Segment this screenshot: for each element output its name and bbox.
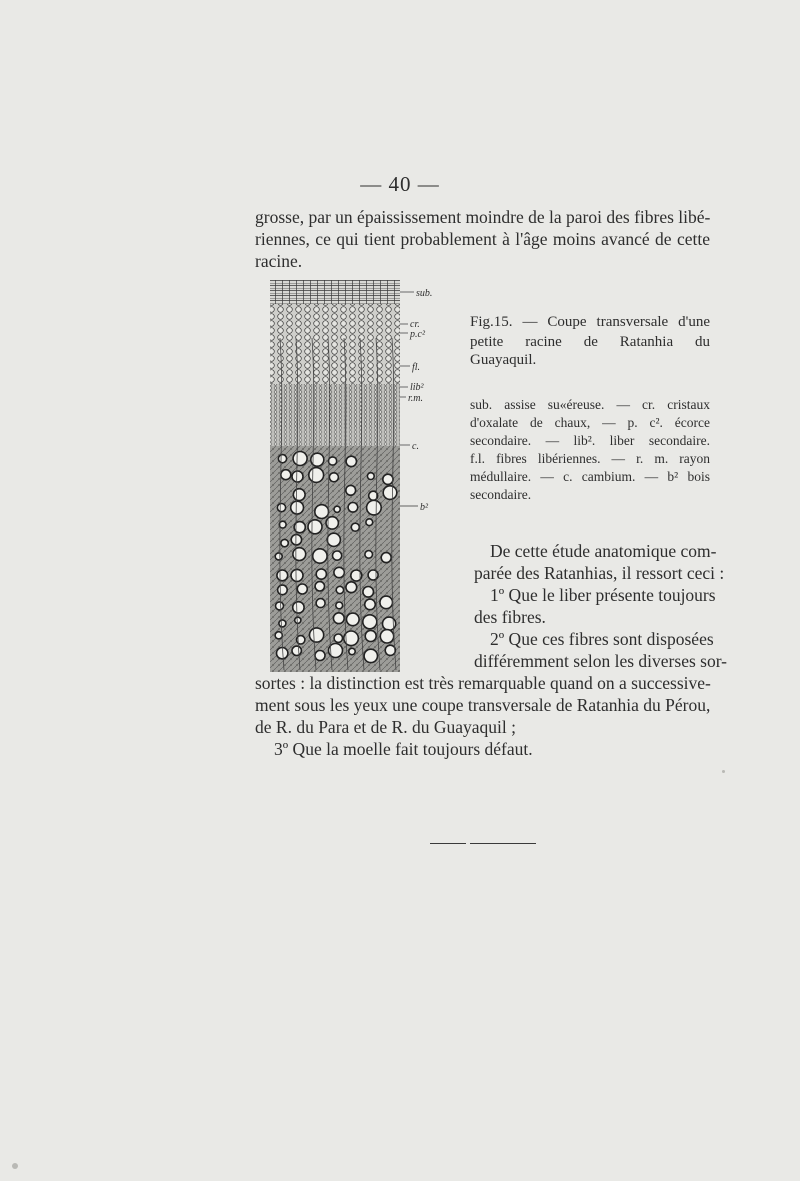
paragraph-line: des fibres. [474,607,546,627]
label-sub: sub. [416,288,433,299]
label-cr: cr. [410,319,420,330]
figure-legend-line: secondaire. [470,487,532,502]
paragraph-line: différemment selon les diverses sor- [474,651,728,671]
paragraph-line: 1º Que le liber présente toujours [490,585,716,605]
paragraph-line: 3º Que la moelle fait toujours défaut. [274,739,533,759]
paragraph-line: sortes : la distinction est très remarquable quand on a successive- [255,673,711,693]
paragraph-line: de R. du Para et de R. du Guayaquil ; [255,717,516,737]
figure-caption-title: Fig.15. — Coupe transversale d'une [470,314,710,330]
label-fl: fl. [412,362,421,373]
paragraph-line: parée des Ratanhias, il ressort ceci : [474,563,725,583]
label-lib: lib² [410,382,424,393]
label-rm: r.m. [408,393,424,404]
paragraph-line: 2º Que ces fibres sont disposées [490,629,714,649]
paragraph-line: grosse, par un épaississement moindre de la paroi des fibres libé- [255,207,711,227]
figure-caption-title: Guayaquil. [470,352,537,368]
figure-legend-line: sub. assise su«éreuse. — cr. cristaux [470,397,710,412]
paragraph-line: ment sous les yeux une coupe transversale de Ratanhia du Pérou, [255,695,711,715]
paper-speck [12,1163,18,1169]
label-pc: p.c² [410,329,425,340]
end-rule [430,843,466,844]
label-b: b² [420,502,428,513]
paragraph-line: racine. [255,251,303,271]
paragraph-line: riennes, ce qui tient probablement à l'âge moins avancé de cette [255,229,710,249]
cross-section-figure [258,278,463,673]
figure-legend-line: f.l. fibres libériennes. — r. m. rayon [470,451,710,466]
paragraph-line: De cette étude anatomique com- [490,541,717,561]
figure-caption-title: petite racine de Ratanhia du [470,334,710,350]
figure-legend-line: médullaire. — c. cambium. — b² bois [470,469,710,484]
page-number: — 40 — [360,172,440,196]
label-c: c. [412,441,419,452]
end-rule [470,843,536,844]
figure-legend-line: d'oxalate de chaux, — p. c². écorce [470,415,710,430]
paper-speck [722,770,725,773]
root-section-illustration [258,278,463,673]
figure-legend-line: secondaire. — lib². liber secondaire. [470,433,710,448]
